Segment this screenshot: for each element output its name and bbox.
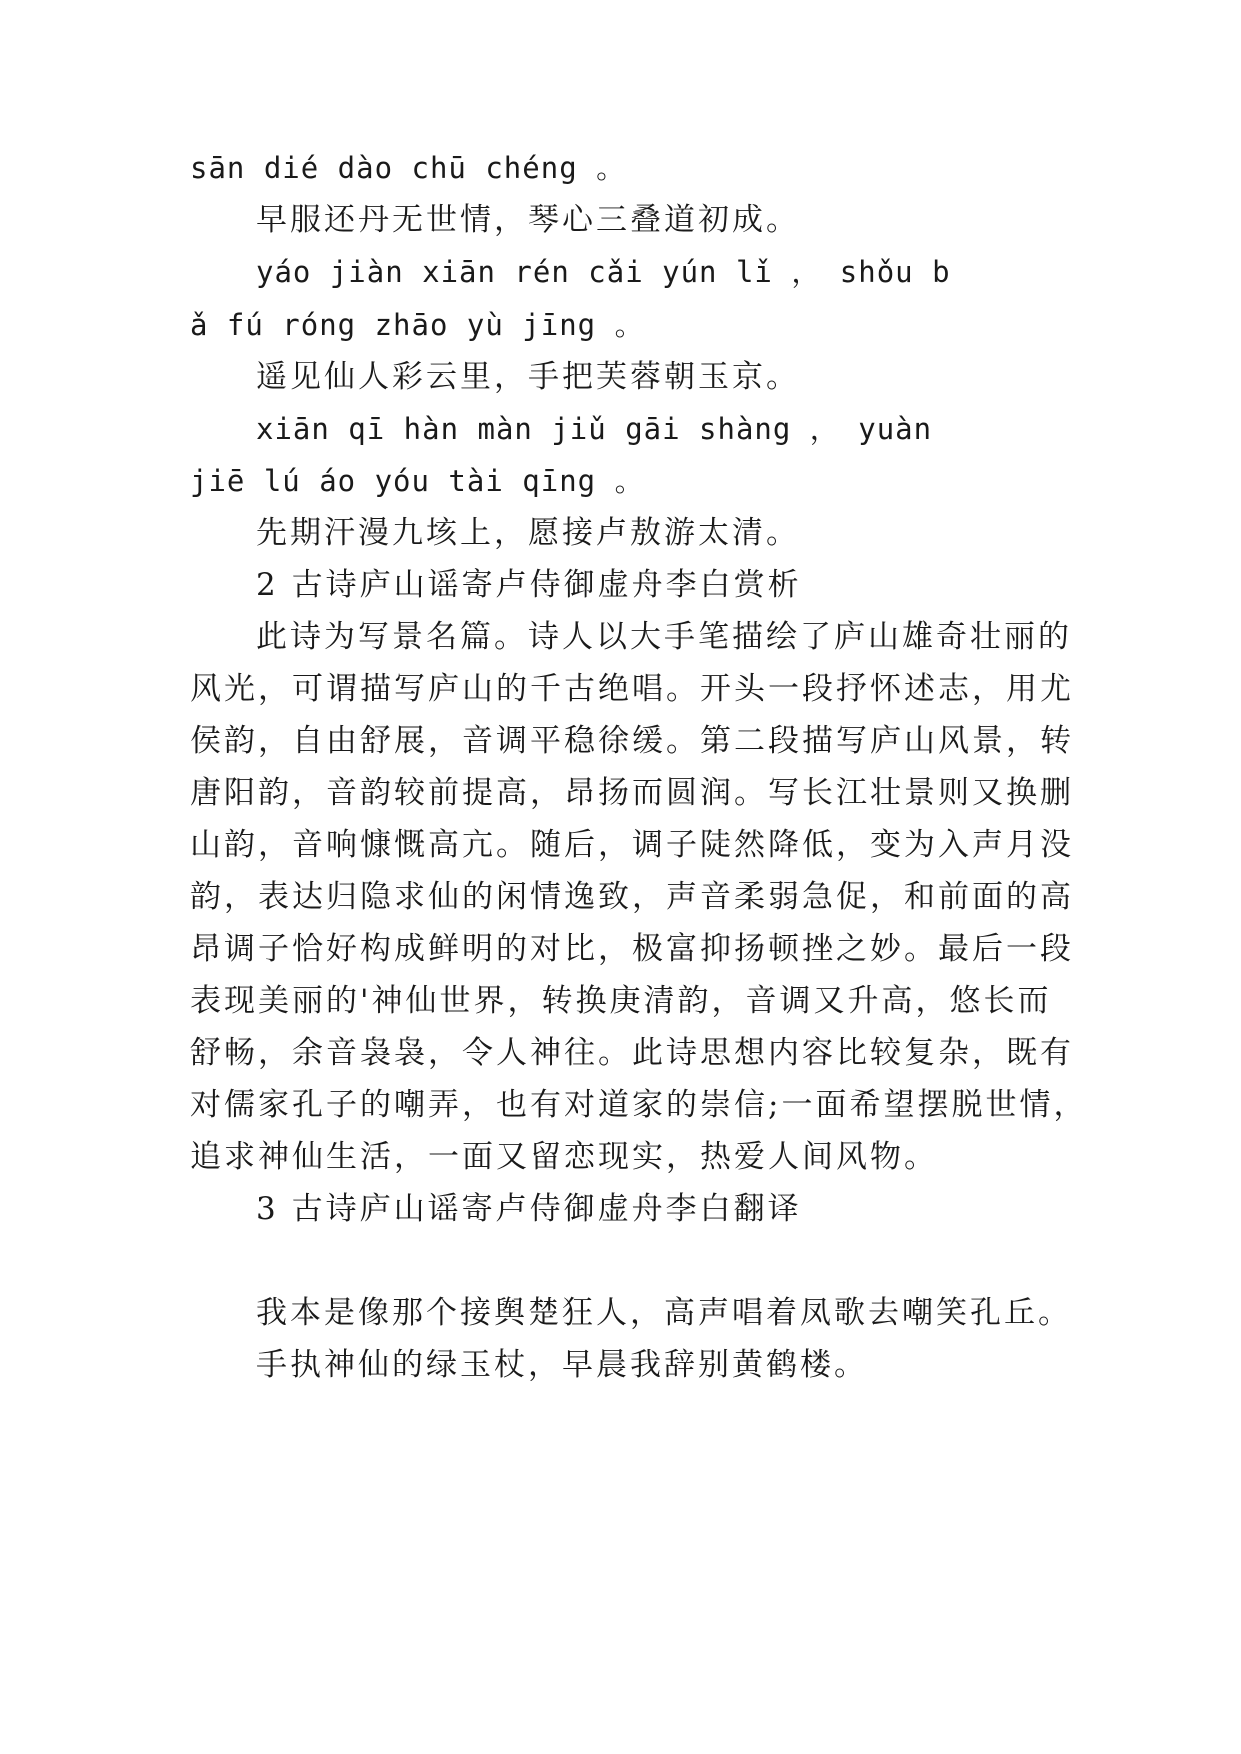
pinyin-line: yáo jiàn xiān rén cǎi yún lǐ ， shǒu b [256,255,951,289]
paragraph-line: 山韵，音响慷慨高亢。随后，调子陡然降低，变为入声月没 [190,827,1074,863]
poem-line: 遥见仙人彩云里，手把芙蓉朝玉京。 [256,359,800,395]
paragraph-line: 侯韵，自由舒展，音调平稳徐缓。第二段描写庐山风景，转 [190,723,1074,759]
section-heading: 2 古诗庐山谣寄卢侍御虚舟李白赏析 [256,567,802,603]
paragraph-line: 对儒家孔子的嘲弄，也有对道家的崇信;一面希望摆脱世情， [190,1087,1088,1123]
pinyin-line: ǎ fú róng zhāo yù jīng 。 [190,308,645,342]
paragraph-line: 追求神仙生活，一面又留恋现实，热爱人间风物。 [190,1139,938,1175]
paragraph-line: 此诗为写景名篇。诗人以大手笔描绘了庐山雄奇壮丽的 [256,619,1072,655]
paragraph-line: 舒畅，余音袅袅，令人神往。此诗思想内容比较复杂，既有 [190,1035,1074,1071]
paragraph-line: 韵，表达归隐求仙的闲情逸致，声音柔弱急促，和前面的高 [190,879,1074,915]
translation-line: 手执神仙的绿玉杖，早晨我辞别黄鹤楼。 [256,1347,868,1383]
paragraph-line: 唐阳韵，音韵较前提高，昂扬而圆润。写长江壮景则又换删 [190,775,1074,811]
pinyin-line: sān dié dào chū chéng 。 [190,151,627,185]
paragraph-line: 风光，可谓描写庐山的千古绝唱。开头一段抒怀述志，用尤 [190,671,1074,707]
pinyin-line: jiē lú áo yóu tài qīng 。 [190,464,645,498]
paragraph-line: 表现美丽的'神仙世界，转换庚清韵，音调又升高，悠长而 [190,983,1052,1019]
poem-line: 早服还丹无世情，琴心三叠道初成。 [256,202,800,238]
section-heading: 3 古诗庐山谣寄卢侍御虚舟李白翻译 [256,1191,802,1227]
translation-line: 我本是像那个接舆楚狂人，高声唱着凤歌去嘲笑孔丘。 [256,1295,1072,1331]
pinyin-line: xiān qī hàn màn jiǔ gāi shàng ， yuàn [256,412,933,446]
paragraph-line: 昂调子恰好构成鲜明的对比，极富抑扬顿挫之妙。最后一段 [190,931,1074,967]
poem-line: 先期汗漫九垓上，愿接卢敖游太清。 [256,515,800,551]
